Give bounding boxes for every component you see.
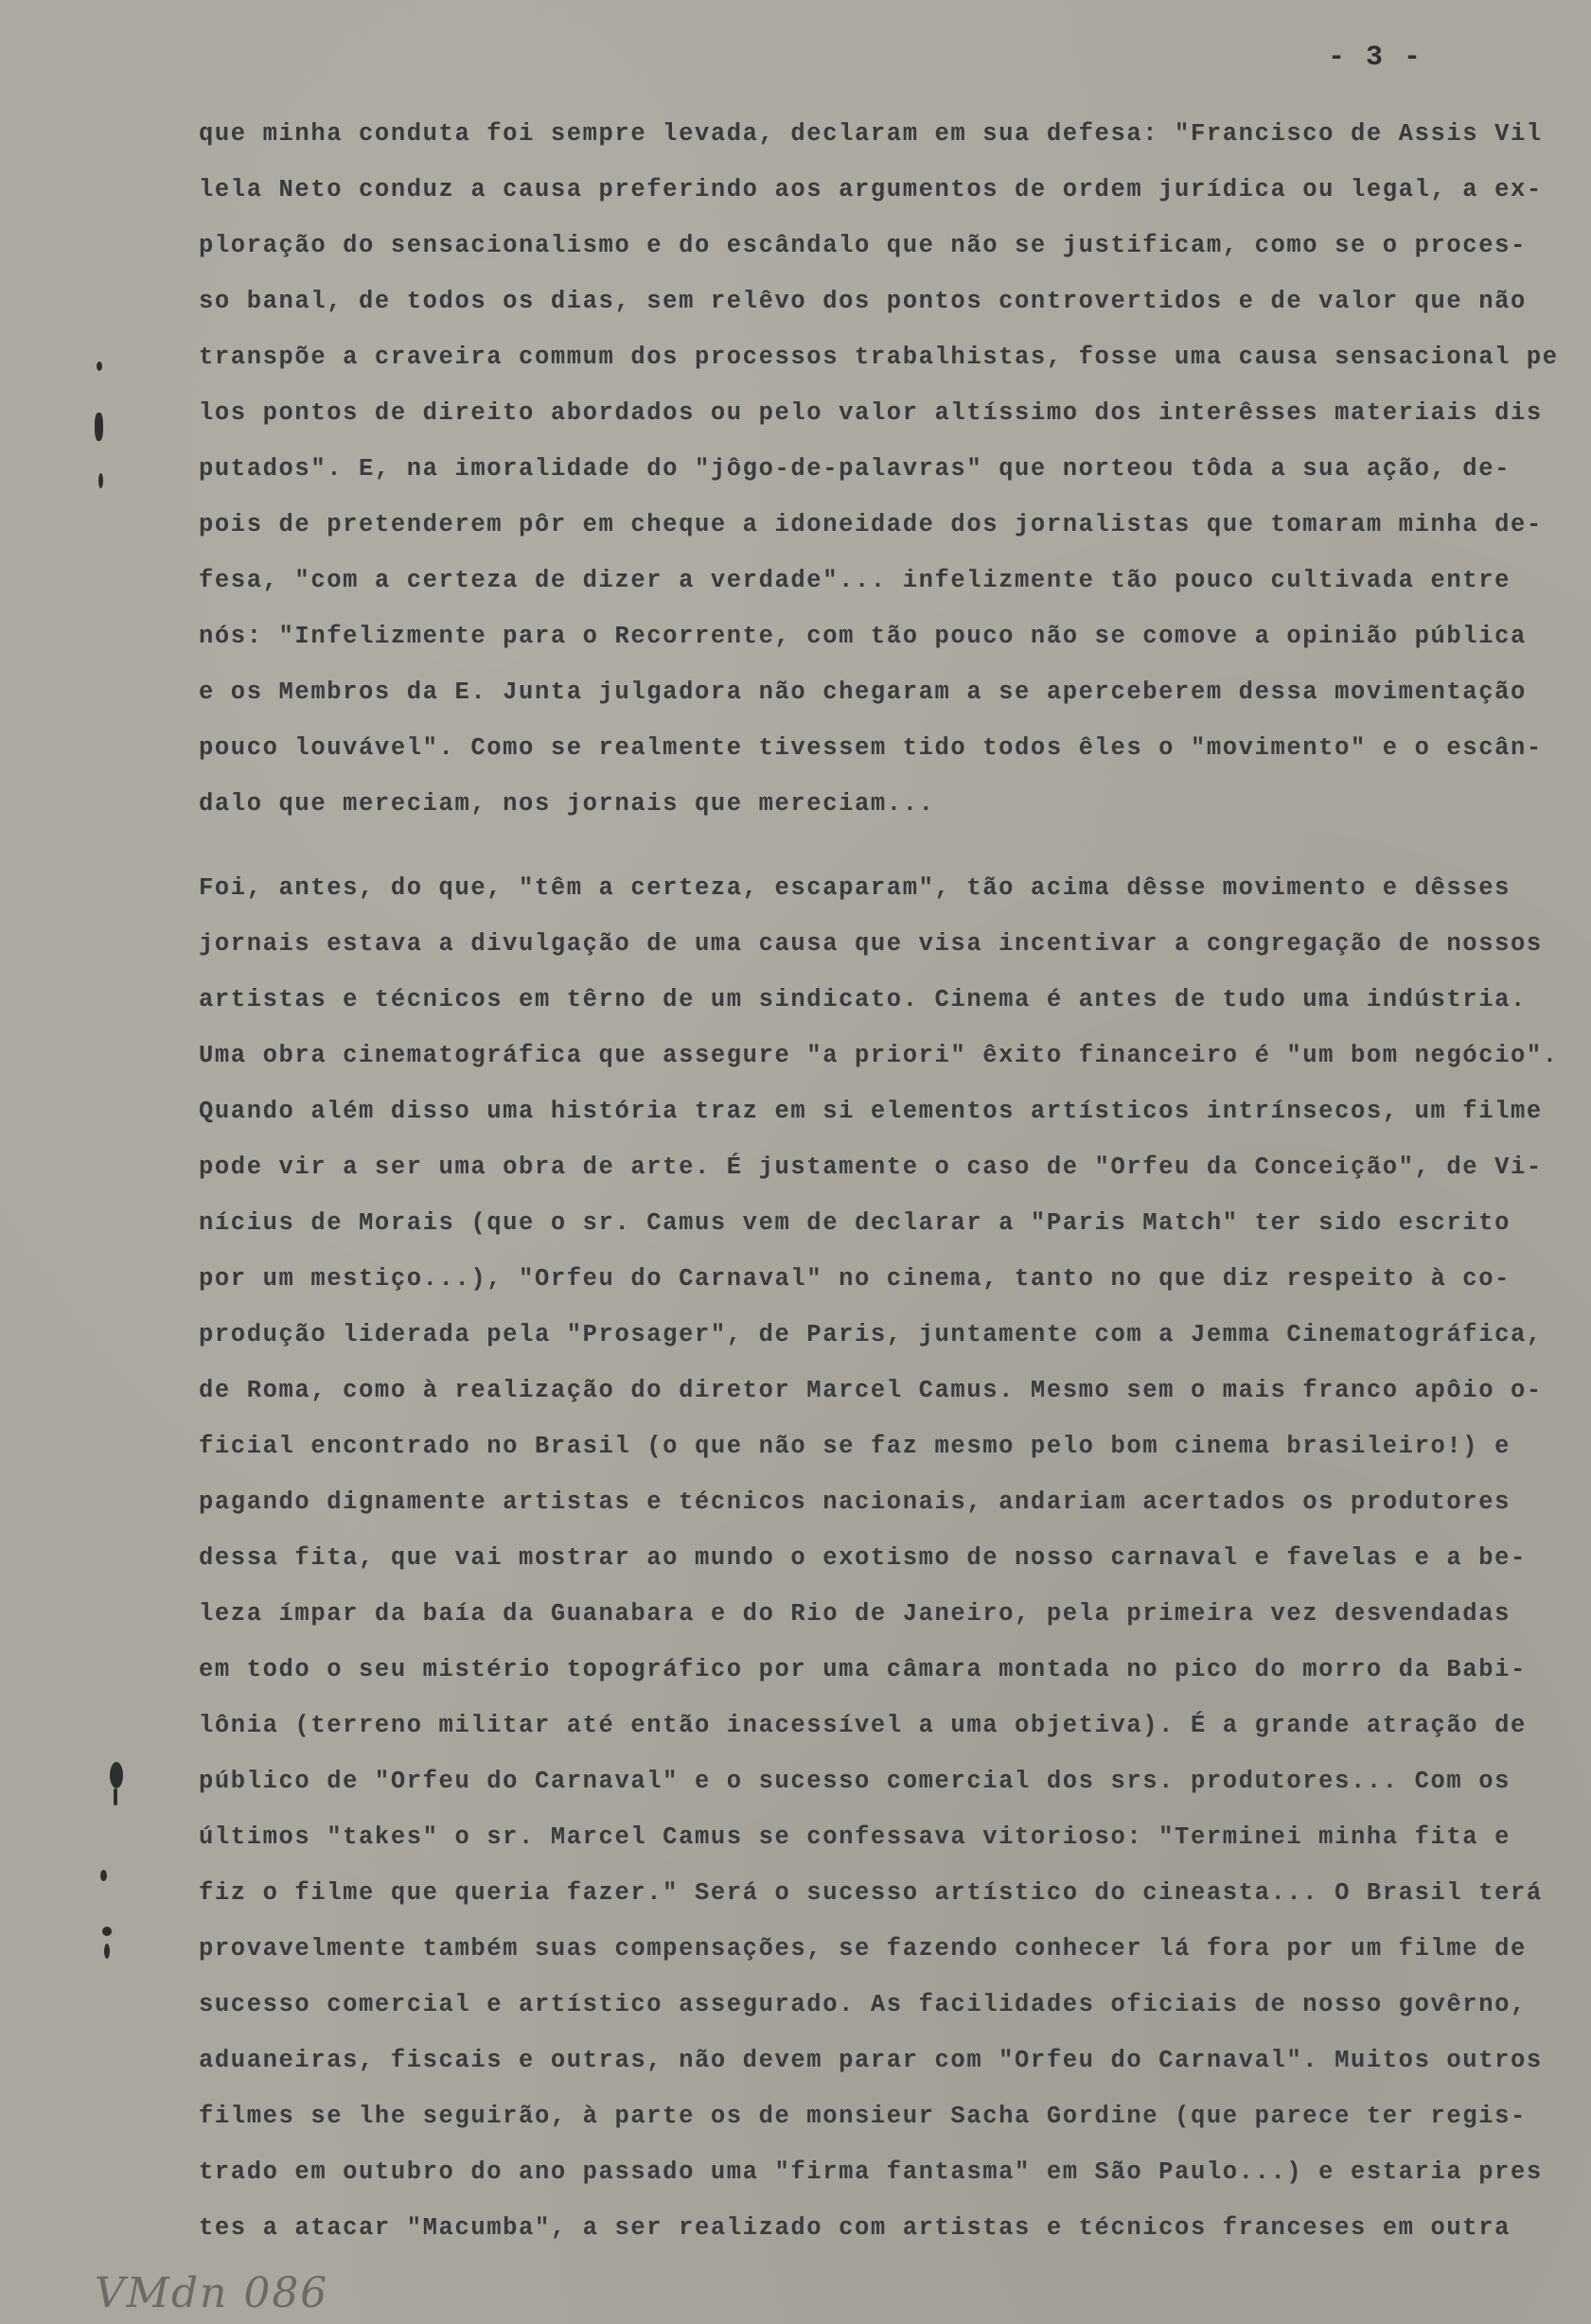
text-line: Uma obra cinematográfica que assegure "a priori" êxito financeiro é "um bom negócio".: [199, 1042, 1559, 1069]
text-line: em todo o seu mistério topográfico por uma câmara montada no pico do morro da Babi-: [199, 1656, 1527, 1683]
text-line: e os Membros da E. Junta julgadora não chegaram a se aperceberem dessa movimentação: [199, 678, 1527, 706]
text-line: produção liderada pela "Prosager", de Paris, juntamente com a Jemma Cinematográfica,: [199, 1321, 1543, 1348]
punch-hole-mark: [97, 361, 102, 371]
handwritten-archive-note: VMdn 086: [95, 2269, 329, 2317]
text-line: ficial encontrado no Brasil (o que não se faz mesmo pelo bom cinema brasileiro!) e: [199, 1433, 1511, 1460]
text-line: trado em outubro do ano passado uma "firma fantasma" em São Paulo...) e estaria pres: [199, 2158, 1543, 2186]
ink-blot-mark: [114, 1788, 117, 1805]
text-line: fesa, "com a certeza de dizer a verdade"... infelizmente tão pouco cultivada entre: [199, 567, 1511, 594]
text-line: pouco louvável". Como se realmente tivessem tido todos êles o "movimento" e o escân-: [199, 734, 1543, 762]
text-line: nícius de Morais (que o sr. Camus vem de declarar a "Paris Match" ter sido escrito: [199, 1209, 1511, 1237]
text-line: dessa fita, que vai mostrar ao mundo o exotismo de nosso carnaval e favelas e a be-: [199, 1544, 1527, 1572]
text-line: por um mestiço...), "Orfeu do Carnaval" no cinema, tanto no que diz respeito à co-: [199, 1265, 1511, 1293]
punch-hole-mark: [95, 413, 103, 441]
text-line: Foi, antes, do que, "têm a certeza, escaparam", tão acima dêsse movimento e dêsses: [199, 874, 1511, 902]
paragraph-2: [199, 860, 1585, 2256]
text-line: pode vir a ser uma obra de arte. É justamente o caso de "Orfeu da Conceição", de Vi-: [199, 1153, 1543, 1181]
text-line: lela Neto conduz a causa preferindo aos argumentos de ordem jurídica ou legal, a ex-: [199, 176, 1543, 203]
punch-hole-mark: [104, 1944, 110, 1959]
text-line: tes a atacar "Macumba", a ser realizado com artistas e técnicos franceses em outra: [199, 2214, 1511, 2242]
text-line: dalo que mereciam, nos jornais que mereciam...: [199, 790, 935, 818]
text-line: de Roma, como à realização do diretor Marcel Camus. Mesmo sem o mais franco apôio o-: [199, 1377, 1543, 1404]
ink-blot-mark: [110, 1762, 123, 1788]
text-line: filmes se lhe seguirão, à parte os de monsieur Sacha Gordine (que parece ter regis-: [199, 2103, 1527, 2130]
punch-hole-mark: [102, 1927, 112, 1936]
text-line: Quando além disso uma história traz em si elementos artísticos intrínsecos, um filme: [199, 1098, 1543, 1125]
punch-hole-mark: [98, 473, 103, 488]
text-line: últimos "takes" o sr. Marcel Camus se confessava vitorioso: "Terminei minha fita e: [199, 1823, 1511, 1851]
text-line: aduaneiras, fiscais e outras, não devem parar com "Orfeu do Carnaval". Muitos outros: [199, 2047, 1543, 2074]
text-line: pagando dignamente artistas e técnicos nacionais, andariam acertados os produtores: [199, 1488, 1511, 1516]
text-line: fiz o filme que queria fazer." Será o sucesso artístico do cineasta... O Brasil terá: [199, 1879, 1543, 1907]
text-line: leza ímpar da baía da Guanabara e do Rio de Janeiro, pela primeira vez desvendadas: [199, 1600, 1511, 1628]
text-line: nós: "Infelizmente para o Recorrente, com tão pouco não se comove a opinião pública: [199, 623, 1527, 650]
text-line: so banal, de todos os dias, sem relêvo dos pontos controvertidos e de valor que não: [199, 288, 1527, 315]
page-number: - 3 -: [1327, 42, 1423, 74]
text-line: artistas e técnicos em têrno de um sindicato. Cinema é antes de tudo uma indústria.: [199, 986, 1527, 1013]
text-line: transpõe a craveira commum dos processos trabalhistas, fosse uma causa sensacional pe: [199, 343, 1559, 371]
text-line: provavelmente também suas compensações, se fazendo conhecer lá fora por um filme de: [199, 1935, 1527, 1963]
text-line: sucesso comercial e artístico assegurado. As facilidades oficiais de nosso govêrno,: [199, 1991, 1527, 2018]
text-line: público de "Orfeu do Carnaval" e o sucesso comercial dos srs. produtores... Com os: [199, 1768, 1511, 1795]
text-line: que minha conduta foi sempre levada, declaram em sua defesa: "Francisco de Assis Vil: [199, 120, 1543, 148]
paragraph-1: [199, 106, 1585, 832]
text-line: pois de pretenderem pôr em cheque a idoneidade dos jornalistas que tomaram minha de-: [199, 511, 1543, 538]
text-line: ploração do sensacionalismo e do escândalo que não se justificam, como se o proces-: [199, 232, 1527, 259]
text-line: los pontos de direito abordados ou pelo valor altíssimo dos interêsses materiais dis: [199, 399, 1543, 427]
text-line: putados". E, na imoralidade do "jôgo-de-palavras" que norteou tôda a sua ação, de-: [199, 455, 1511, 483]
text-line: jornais estava a divulgação de uma causa que visa incentivar a congregação de nossos: [199, 930, 1543, 958]
punch-hole-mark: [100, 1870, 107, 1881]
text-line: lônia (terreno militar até então inacessível a uma objetiva). É a grande atração de: [199, 1712, 1527, 1739]
